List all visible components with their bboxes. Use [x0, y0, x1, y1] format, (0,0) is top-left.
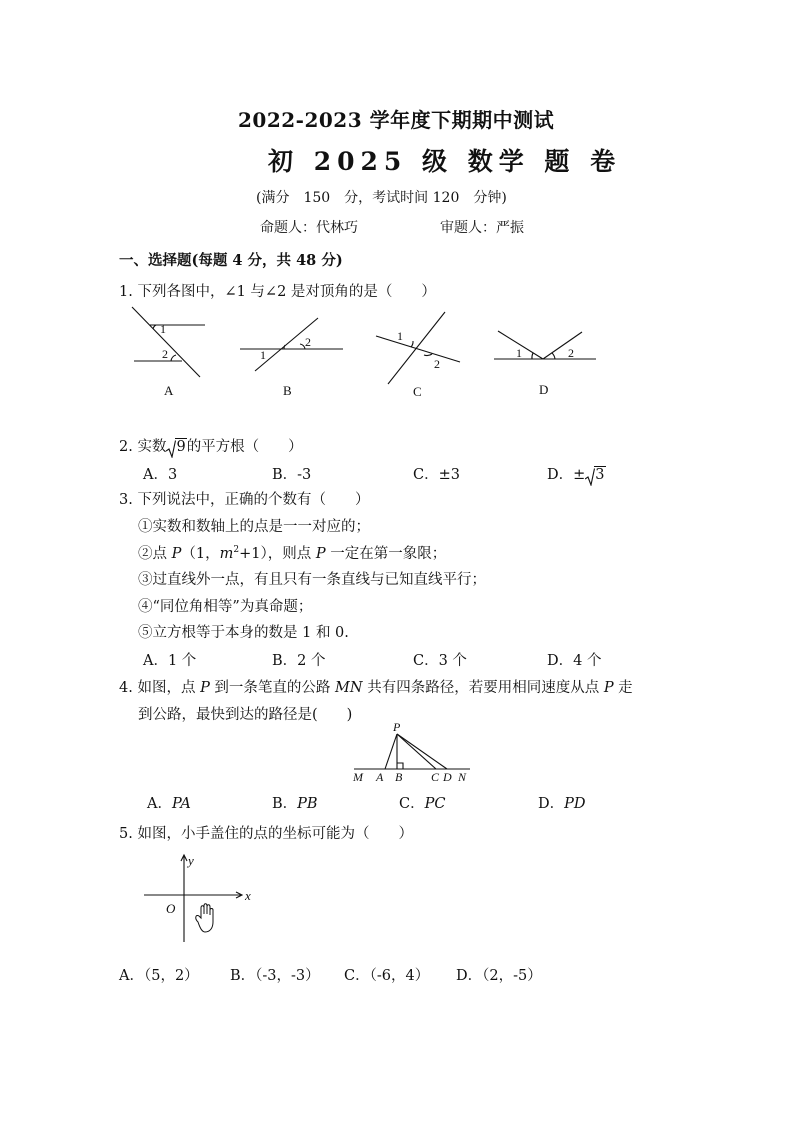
fig-d-arc-2: [552, 353, 555, 359]
question-4-option-a[interactable]: [147, 792, 191, 813]
fig-c-angle-1: 1: [397, 329, 403, 343]
question-5-figure: [138, 850, 258, 946]
question-2-stem: [119, 435, 303, 456]
exam-title: 2022-2023 学年度下期期中测试: [238, 108, 555, 132]
q4-point-p2: P: [603, 680, 614, 696]
path-pd: [397, 734, 447, 769]
question-2-option-b[interactable]: B．-3: [272, 467, 312, 483]
fig-c-arc-1: [411, 341, 413, 347]
question-2-option-a[interactable]: A．3: [143, 467, 178, 483]
label-m: M: [353, 770, 363, 784]
fig-b-label: B: [283, 383, 292, 398]
origin-label: O: [166, 901, 176, 916]
author: 命题人：代林巧: [260, 220, 358, 236]
q4-opt-a-letter: A．: [147, 796, 172, 812]
q4-text-d: 走: [613, 680, 633, 696]
fig-c-line-2: [388, 312, 445, 384]
fig-c-label: C: [413, 384, 422, 399]
fig-c-line-1: [376, 336, 460, 362]
label-n: N: [458, 770, 467, 784]
question-3-stem: 3. 下列说法中，正确的个数有（ ）: [119, 492, 370, 508]
fig-d-angle-1: 1: [516, 346, 522, 360]
sqrt-9: [166, 439, 186, 455]
question-3-option-a[interactable]: A．1 个: [143, 653, 197, 669]
fig-a-angle-1: 1: [160, 322, 166, 336]
question-3-option-d[interactable]: D．4 个: [547, 653, 602, 669]
sqrt-3: [585, 467, 605, 483]
question-4-stem-line-1: [119, 676, 633, 697]
label-b: B: [395, 770, 403, 784]
question-3-option-c[interactable]: C．3 个: [413, 653, 467, 669]
question-1-figures: [120, 304, 610, 400]
question-3-statement-5: ⑤立方根等于本身的数是 1 和 0.: [138, 625, 349, 641]
question-1-stem: 1. 下列各图中，∠1 与∠2 是对顶角的是（ ）: [119, 284, 436, 300]
q4-road-mn: MN: [335, 680, 363, 696]
question-3-statement-4: ④“同位角相等”为真命题；: [138, 599, 313, 615]
question-4-figure: [350, 720, 475, 786]
question-4-option-d[interactable]: [538, 792, 586, 813]
s2-after: +1），则点: [239, 546, 316, 562]
question-3-option-b[interactable]: B．2 个: [272, 653, 326, 669]
axis-label-x: x: [245, 888, 251, 903]
question-5-option-d[interactable]: D．（2，-5）: [456, 968, 542, 984]
question-4-stem-line-2: 到公路，最快到达的路径是( ): [138, 707, 353, 723]
fig-c-angle-2: 2: [434, 357, 440, 371]
question-2-option-d-prefix: D．±: [547, 467, 586, 483]
axis-label-y: y: [188, 853, 194, 868]
path-pa: [385, 734, 397, 769]
question-2-option-c[interactable]: C．±3: [413, 467, 460, 483]
s2-point-p: P: [171, 546, 182, 562]
fig-a-angle-2: 2: [162, 347, 168, 361]
exam-subtitle: 初 2025 级 数学 题 卷: [268, 147, 622, 176]
question-5-option-a[interactable]: A．（5，2）: [119, 968, 199, 984]
q4-text-a: 4. 如图，点: [119, 680, 201, 696]
label-a: A: [376, 770, 384, 784]
q4-opt-a-value: PA: [171, 796, 191, 812]
q4-text-b: 到一条笔直的公路: [209, 680, 336, 696]
right-angle-mark: [397, 763, 403, 769]
question-3-statement-2: [138, 542, 446, 563]
question-5-stem: 5. 如图，小手盖住的点的坐标可能为（ ）: [119, 826, 413, 842]
question-5-option-c[interactable]: C．（-6，4）: [344, 968, 430, 984]
s2-end: 一定在第一象限；: [325, 546, 447, 562]
question-4-option-c[interactable]: [399, 792, 445, 813]
q4-opt-b-value: PB: [297, 796, 318, 812]
question-5-option-b[interactable]: B．（-3，-3）: [230, 968, 320, 984]
reviewer: 审题人：严振: [440, 220, 524, 236]
q4-opt-c-letter: C．: [399, 796, 425, 812]
fig-d-angle-2: 2: [568, 346, 574, 360]
q4-opt-b-letter: B．: [272, 796, 298, 812]
question-2-suffix: 的平方根（ ）: [186, 439, 303, 455]
q4-opt-d-letter: D．: [538, 796, 565, 812]
q4-opt-c-value: PC: [424, 796, 446, 812]
s2-m: m: [219, 546, 234, 562]
section-heading: 一、选择题(每题 4 分，共 48 分): [119, 252, 343, 269]
s2-point-p2: P: [315, 546, 326, 562]
s2-prefix: ②点: [138, 546, 172, 562]
s2-mid: （1，: [181, 546, 220, 562]
q4-point-p: P: [200, 680, 210, 696]
question-3-statement-3: ③过直线外一点，有且只有一条直线与已知直线平行；: [138, 572, 486, 588]
fig-a-arc-2: [171, 355, 176, 361]
question-3-statement-1: ①实数和数轴上的点是一一对应的；: [138, 519, 370, 535]
sqrt-9-radicand: 9: [176, 439, 186, 455]
label-d: D: [443, 770, 452, 784]
fig-d-arc-1: [532, 353, 533, 359]
q4-text-c: 共有四条路径，若要用相同速度从点: [362, 680, 604, 696]
q4-opt-d-value: PD: [564, 796, 586, 812]
fig-a-arc-1: [153, 325, 156, 329]
fig-a-line-diagonal: [132, 307, 200, 377]
fig-b-angle-2: 2: [305, 335, 311, 349]
question-2-option-d[interactable]: [547, 463, 606, 484]
hand-icon: [196, 904, 213, 932]
question-4-option-b[interactable]: [272, 792, 318, 813]
fig-b-arc-1: [284, 345, 285, 349]
label-p: P: [393, 720, 401, 734]
fig-a-label: A: [164, 383, 174, 398]
fig-b-angle-1: 1: [260, 348, 266, 362]
question-2-prefix: 2. 实数: [119, 439, 167, 455]
fig-d-label: D: [539, 382, 549, 397]
label-c: C: [431, 770, 440, 784]
fig-c-arc-2: [424, 354, 432, 356]
exam-info: (满分 150 分，考试时间 120 分钟): [256, 190, 507, 206]
s2-exponent: 2: [233, 545, 240, 556]
fig-d-line-right: [543, 332, 582, 359]
sqrt-3-radicand: 3: [595, 467, 605, 483]
